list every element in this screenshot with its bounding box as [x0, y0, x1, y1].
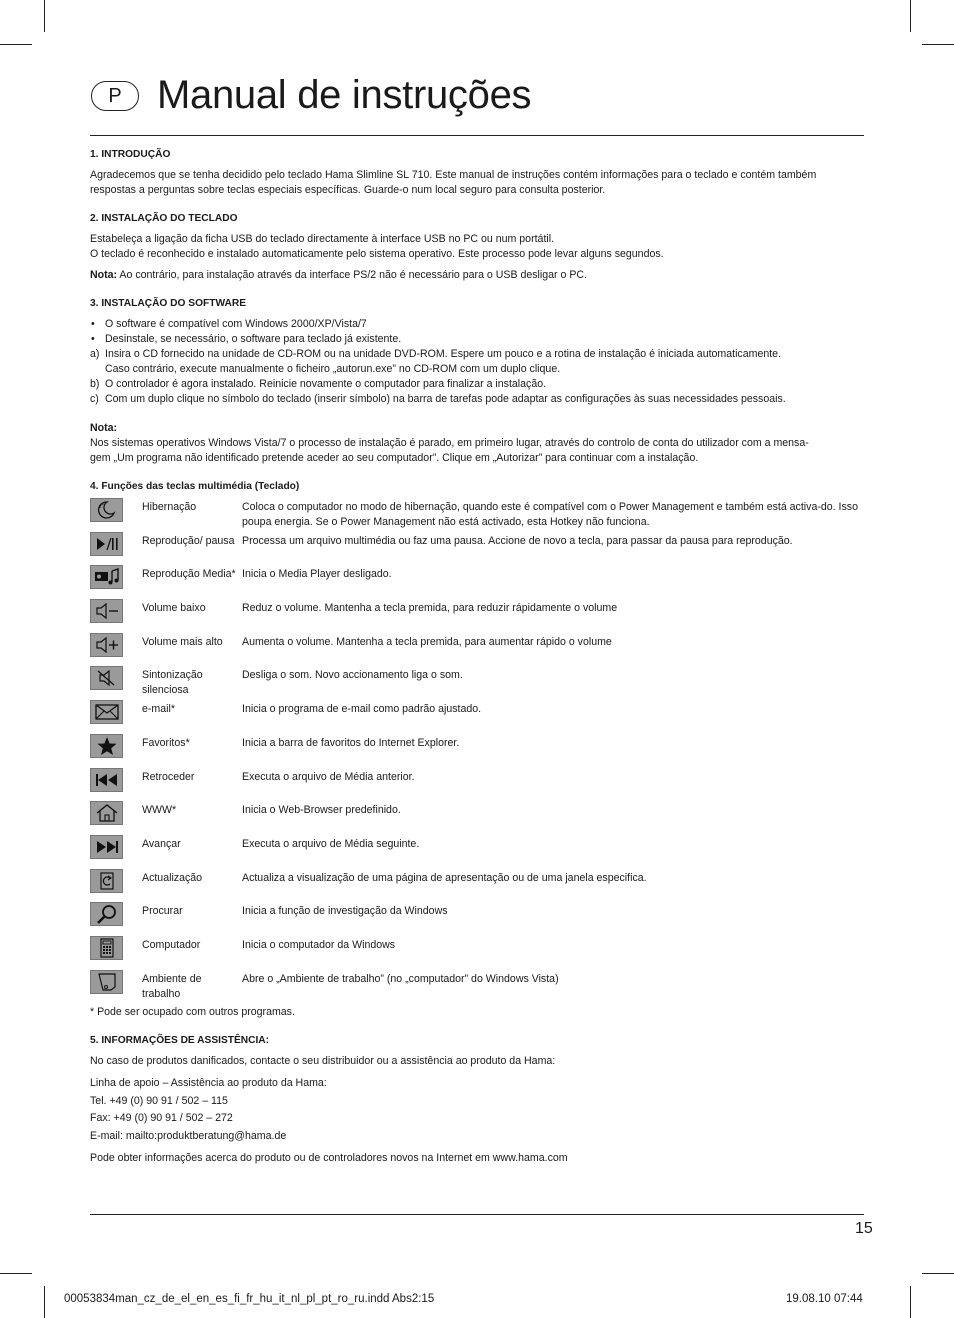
- language-badge: P: [91, 81, 139, 111]
- crop-mark: [0, 1273, 32, 1274]
- slug-filename: 00053834man_cz_de_el_en_es_fi_fr_hu_it_nl_pl_pt_ro_ru.indd Abs2:15: [64, 1293, 435, 1305]
- key-description: Inicia o Web-Browser predefinido.: [242, 804, 401, 817]
- list-item: • O software é compatível com Windows 2000/XP/Vista/7: [90, 317, 860, 332]
- step-marker: c): [90, 393, 99, 405]
- previous-track-icon: [90, 768, 123, 792]
- key-description: Desliga o som. Novo accionamento liga o som.: [242, 669, 463, 682]
- mail-icon: [90, 700, 123, 724]
- list-item: [90, 377, 860, 392]
- play-pause-icon: [90, 532, 123, 556]
- table-row: [90, 534, 860, 568]
- body-line: Estabeleça a ligação da ficha USB do teclado directamente à interface USB no PC ou num portátil.: [90, 233, 555, 245]
- key-name: Computador: [142, 938, 201, 951]
- crop-mark: [44, 0, 45, 32]
- contact-line: Linha de apoio – Assistência ao produto da Hama:: [90, 1077, 327, 1090]
- table-row: [90, 770, 860, 804]
- key-description: Abre o „Ambiente de trabalho” (no „computador” do Windows Vista): [242, 972, 559, 985]
- section-heading: 3. INSTALAÇÃO DO SOFTWARE: [90, 298, 247, 309]
- volume-up-icon: [90, 633, 123, 657]
- table-row: [90, 736, 860, 770]
- key-description: Executa o arquivo de Média seguinte.: [242, 837, 420, 850]
- table-row: [90, 803, 860, 837]
- contact-line: Fax: +49 (0) 90 91 / 502 – 272: [90, 1112, 233, 1125]
- table-row: [90, 871, 860, 905]
- table-row: [90, 500, 860, 534]
- step-marker: b): [90, 378, 100, 390]
- note-label-text: Nota:: [90, 422, 118, 434]
- key-description: Inicia o Media Player desligado.: [242, 568, 392, 581]
- key-name: Avançar: [142, 837, 181, 850]
- section-heading: 1. INTRODUÇÃO: [90, 149, 171, 160]
- section-support: [90, 1033, 860, 1166]
- key-description: Executa o arquivo de Média anterior.: [242, 770, 415, 783]
- crop-mark: [922, 44, 954, 45]
- table-row: [90, 635, 860, 669]
- hibernate-icon: [90, 498, 123, 522]
- table-row: [90, 601, 860, 635]
- note-label: [90, 421, 860, 436]
- page-number: 15: [855, 1220, 873, 1237]
- step-line: Com um duplo clique no símbolo do teclado (inserir símbolo) na barra de tarefas pode adaptar as configurações às suas necessidades pessoais.: [105, 393, 786, 405]
- list-item: [90, 392, 860, 407]
- table-row: [90, 938, 860, 972]
- contact-line: Tel. +49 (0) 90 91 / 502 – 115: [90, 1094, 228, 1107]
- key-name: Hibernação: [142, 501, 197, 513]
- section-keyboard-install: [90, 211, 860, 283]
- key-name: Favoritos*: [142, 736, 190, 749]
- key-name: e-mail*: [142, 703, 175, 716]
- key-name: Ambiente de trabalho: [142, 972, 202, 1000]
- volume-down-icon: [90, 599, 123, 623]
- note-line: gem „Um programa não identificado pretende aceder ao seu computador”. Clique em „Autorizar” para continuar com a instalação.: [90, 452, 699, 464]
- crop-mark: [44, 1286, 45, 1318]
- table-row: [90, 668, 860, 702]
- step-line: Caso contrário, execute manualmente o ficheiro „autorun.exe” no CD-ROM com um duplo clique.: [105, 363, 561, 375]
- list-item: • Desinstale, se necessário, o software para teclado já existente.: [90, 332, 860, 347]
- calculator-icon: [90, 936, 123, 960]
- key-function-table: [90, 500, 860, 1005]
- body-line: O teclado é reconhecido e instalado automaticamente pelo sistema operativo. Este processo pode levar alguns segundos.: [90, 248, 664, 260]
- key-description: Processa um arquivo multimédia ou faz uma pausa. Accione de novo a tecla, para passar da pausa para reprodução.: [242, 534, 793, 547]
- key-name: Volume baixo: [142, 602, 206, 615]
- table-row: [90, 837, 860, 871]
- crop-mark: [910, 1286, 911, 1318]
- crop-mark: [922, 1273, 954, 1274]
- search-icon: [90, 902, 123, 926]
- slug-date: 19.08.10 07:44: [786, 1293, 863, 1305]
- install-steps: [90, 347, 860, 407]
- table-row: [90, 567, 860, 601]
- section-introduction: [90, 147, 860, 198]
- crop-mark: [0, 44, 32, 45]
- key-description: Inicia o programa de e-mail como padrão ajustado.: [242, 703, 482, 716]
- key-description: Reduz o volume. Mantenha a tecla premida, para reduzir rápidamente o volume: [242, 602, 618, 615]
- refresh-icon: [90, 869, 123, 893]
- requirements-list: [90, 317, 860, 347]
- media-player-icon: [90, 565, 123, 589]
- page-title: Manual de instruções: [157, 73, 532, 117]
- section-heading: 2. INSTALAÇÃO DO TECLADO: [90, 213, 238, 224]
- key-description: Coloca o computador no modo de hibernação, quando este é compatível com o Power Management e também está activa-do. Isso poupa energia. Se o Power Management não está activado, esta Hotkey não funciona.: [242, 501, 858, 528]
- step-line: Insira o CD fornecido na unidade de CD-ROM ou na unidade DVD-ROM. Espere um pouco e a rotina de instalação é iniciada automaticamente.: [105, 348, 782, 360]
- table-row: [90, 702, 860, 736]
- body-line: Agradecemos que se tenha decidido pelo teclado Hama Slimline SL 710. Este manual de instruções contém informações para o teclado e contém também: [90, 169, 817, 181]
- key-name: Sintonização silenciosa: [142, 669, 203, 697]
- footer-rule: [90, 1214, 864, 1215]
- key-name: Reprodução/ pausa: [142, 534, 235, 547]
- note-line: Nos sistemas operativos Windows Vista/7 o processo de instalação é parado, em primeiro lugar, através do controlo de conta do utilizador com a mensa-: [90, 437, 809, 449]
- contact-line: E-mail: mailto:produktberatung@hama.de: [90, 1129, 287, 1142]
- desktop-icon: [90, 970, 123, 994]
- table-row: [90, 972, 860, 1006]
- key-name: Procurar: [142, 905, 183, 918]
- key-description: Inicia a função de investigação da Windows: [242, 905, 448, 918]
- section-heading: 4. Funções das teclas multimédia (Teclado): [90, 481, 300, 492]
- svg-text:z: z: [98, 504, 102, 510]
- list-item: [90, 347, 860, 377]
- key-description: Actualiza a visualização de uma página de apresentação ou de uma janela especifica.: [242, 871, 647, 884]
- key-name: Retroceder: [142, 770, 195, 783]
- key-description: Inicia o computador da Windows: [242, 938, 396, 951]
- key-name: Actualização: [142, 871, 203, 884]
- key-name: Reprodução Media*: [142, 568, 236, 581]
- step-line: O controlador é agora instalado. Reinicie novamente o computador para finalizar a instalação.: [105, 378, 547, 390]
- home-icon: [90, 801, 123, 825]
- step-marker: a): [90, 348, 100, 360]
- note-line: [90, 268, 860, 283]
- note-label: Nota:: [90, 269, 118, 281]
- body-line: No caso de produtos danificados, contacte o seu distribuidor ou a assistência ao produto da Hama:: [90, 1055, 556, 1068]
- table-row: [90, 904, 860, 938]
- section-heading: 5. INFORMAÇÕES DE ASSISTÊNCIA:: [90, 1035, 270, 1047]
- key-description: Inicia a barra de favoritos do Internet Explorer.: [242, 736, 460, 749]
- body-line: respostas a perguntas sobre teclas especiais específicas. Guarde-o num local seguro para consulta posterior.: [90, 184, 606, 196]
- body-line: Pode obter informações acerca do produto ou de controladores novos na Internet em www.hama.com: [90, 1152, 568, 1165]
- crop-mark: [910, 0, 911, 32]
- mute-icon: [90, 666, 123, 690]
- section-multimedia-keys: [90, 479, 860, 1020]
- key-description: Aumenta o volume. Mantenha a tecla premida, para aumentar rápido o volume: [242, 635, 612, 648]
- header-rule: [90, 135, 864, 136]
- svg-text:z: z: [101, 501, 104, 506]
- key-name: Volume mais alto: [142, 635, 223, 648]
- next-track-icon: [90, 835, 123, 859]
- note-text: Ao contrário, para instalação através da interface PS/2 não é necessário para o USB desligar o PC.: [117, 269, 587, 281]
- key-name: WWW*: [142, 804, 177, 817]
- section-software-install: [90, 296, 860, 466]
- manual-content: [90, 147, 860, 1166]
- footnote: * Pode ser ocupado com outros programas.: [90, 1006, 295, 1019]
- favorites-star-icon: [90, 734, 123, 758]
